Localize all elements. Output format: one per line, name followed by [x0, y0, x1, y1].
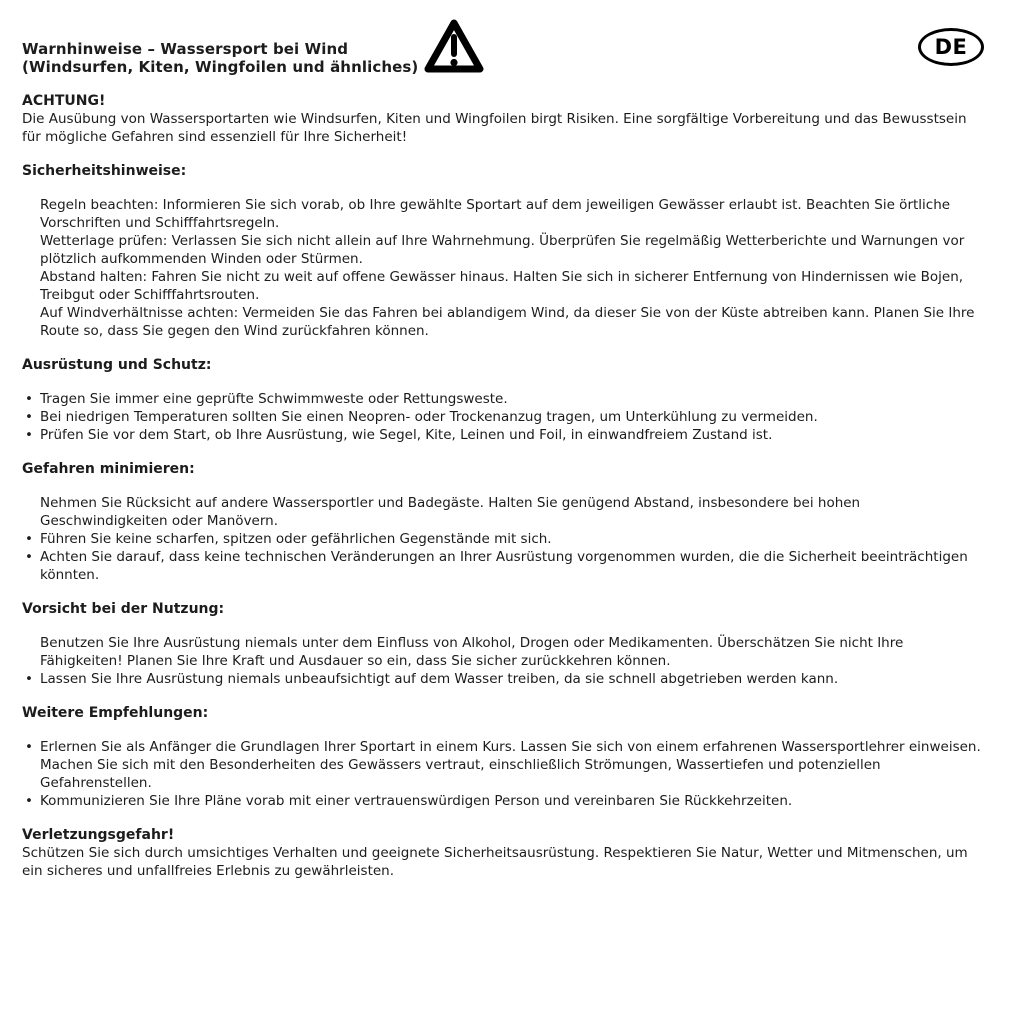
document-title: [22, 40, 418, 76]
title-line-2: (Windsurfen, Kiten, Wingfoilen und ähnliches): [22, 58, 419, 76]
bullet-list-item: • Erlernen Sie als Anfänger die Grundlagen Ihrer Sportart in einem Kurs. Lassen Sie sich von einem erfahrenen Wassersportlehrer einweisen.: [22, 738, 988, 756]
item-list: [22, 390, 988, 444]
item-list: [22, 494, 988, 584]
bullet-list-item: • Tragen Sie immer eine geprüfte Schwimmweste oder Rettungsweste.: [22, 390, 988, 408]
document-header: [22, 18, 992, 76]
bullet-list-item: • Führen Sie keine scharfen, spitzen oder gefährlichen Gegenstände mit sich.: [22, 530, 988, 548]
injury-warning-heading: Verletzungsgefahr!: [22, 827, 175, 843]
bullet-list-item: • Achten Sie darauf, dass keine technischen Veränderungen an Ihrer Ausrüstung vorgenommen wurden, die die Sicherheit beeinträchtigen könnten.: [22, 548, 988, 584]
title-line-1: Warnhinweise – Wassersport bei Wind: [22, 40, 349, 58]
content-section: [22, 356, 992, 444]
section-heading: Sicherheitshinweise:: [22, 163, 187, 179]
item-list: [22, 634, 988, 688]
attention-body: Die Ausübung von Wassersportarten wie Windsurfen, Kiten und Wingfoilen birgt Risiken. Eine sorgfältige Vorbereitung und das Bewusstsein für mögliche Gefahren sind essenziell für Ihre Sicherheit!: [22, 111, 967, 145]
injury-warning-body: Schützen Sie sich durch umsichtiges Verhalten und geeignete Sicherheitsausrüstung. Respektieren Sie Natur, Wetter und Mitmenschen, um ein sicheres und unfallfreies Erlebnis zu gewährleisten.: [22, 845, 968, 879]
content-section: [22, 704, 992, 810]
indented-list-item: Auf Windverhältnisse achten: Vermeiden Sie das Fahren bei ablandigem Wind, da dieser Sie von der Küste abtreiben kann. Planen Sie Ihre Route so, dass Sie gegen den Wind zurückfahren können.: [40, 305, 975, 339]
injury-warning-section: [22, 826, 992, 880]
item-list: [22, 196, 988, 340]
indented-list-item: Benutzen Sie Ihre Ausrüstung niemals unter dem Einfluss von Alkohol, Drogen oder Medikamenten. Überschätzen Sie nicht Ihre Fähigkeiten! Planen Sie Ihre Kraft und Ausdauer so ein, dass Sie sicher zurückkehren können.: [40, 635, 904, 669]
section-heading: Vorsicht bei der Nutzung:: [22, 601, 225, 617]
bullet-list-item: • Lassen Sie Ihre Ausrüstung niemals unbeaufsichtigt auf dem Wasser treiben, da sie schnell abgetrieben werden kann.: [22, 670, 988, 688]
bullet-list-item: • Bei niedrigen Temperaturen sollten Sie einen Neopren- oder Trockenanzug tragen, um Unterkühlung zu vermeiden.: [22, 408, 988, 426]
content-section: [22, 600, 992, 688]
warning-triangle-icon: [424, 18, 484, 76]
section-heading: Ausrüstung und Schutz:: [22, 357, 212, 373]
bullet-list-item: • Kommunizieren Sie Ihre Pläne vorab mit einer vertrauenswürdigen Person und vereinbaren Sie Rückkehrzeiten.: [22, 792, 988, 810]
indented-list-item: Wetterlage prüfen: Verlassen Sie sich nicht allein auf Ihre Wahrnehmung. Überprüfen Sie regelmäßig Wetterberichte und Warnungen vor plötzlich aufkommenden Winden oder Stürmen.: [40, 233, 965, 267]
indented-list-item: Machen Sie sich mit den Besonderheiten des Gewässers vertraut, einschließlich Strömungen, Wassertiefen und potenziellen Gefahrenstellen.: [40, 757, 881, 791]
content-section: [22, 162, 992, 340]
bullet-list-item: • Prüfen Sie vor dem Start, ob Ihre Ausrüstung, wie Segel, Kite, Leinen und Foil, in einwandfreiem Zustand ist.: [22, 426, 988, 444]
content-section: [22, 460, 992, 584]
indented-list-item: Regeln beachten: Informieren Sie sich vorab, ob Ihre gewählte Sportart auf dem jeweiligen Gewässer erlaubt ist. Beachten Sie örtliche Vorschriften und Schifffahrtsregeln.: [40, 197, 951, 231]
section-heading: Weitere Empfehlungen:: [22, 705, 209, 721]
indented-list-item: Abstand halten: Fahren Sie nicht zu weit auf offene Gewässer hinaus. Halten Sie sich in sicherer Entfernung von Hindernissen wie Bojen, Treibgut oder Schifffahrtsrouten.: [40, 269, 964, 303]
de-language-badge: DE: [918, 28, 984, 66]
item-list: [22, 738, 988, 810]
section-heading: Gefahren minimieren:: [22, 461, 195, 477]
attention-heading: ACHTUNG!: [22, 93, 106, 109]
indented-list-item: Nehmen Sie Rücksicht auf andere Wassersportler und Badegäste. Halten Sie genügend Abstand, insbesondere bei hohen Geschwindigkeiten oder Manövern.: [40, 495, 861, 529]
sections-container: [22, 162, 992, 810]
attention-section: [22, 92, 992, 146]
